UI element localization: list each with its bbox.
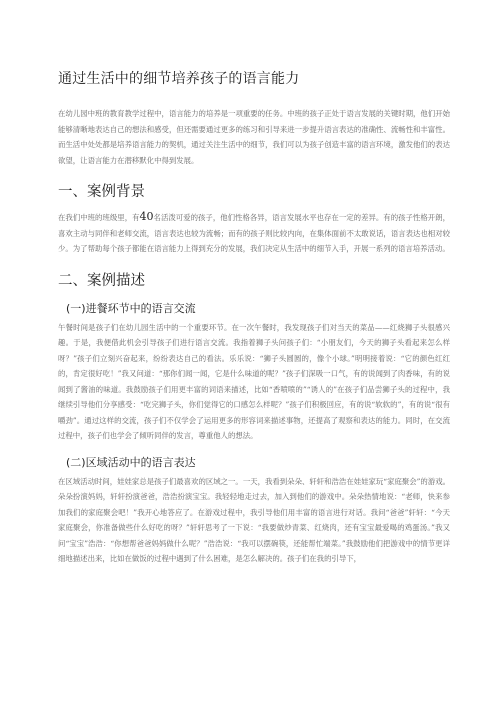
subheading-area-activity: (二)区域活动中的语言表达: [66, 455, 196, 469]
document-title: 通过生活中的细节培养孩子的语言能力: [58, 71, 300, 87]
section-heading-background: 一、案例背景: [58, 184, 145, 200]
area-activity-paragraph: 在区域活动时间，娃娃家总是孩子们最喜欢的区域之一。一天，我看到朵朵、轩轩和浩浩在娃娃家玩“家庭聚会”的游戏。朵朵扮演妈妈，轩轩扮演爸爸，浩浩扮演宝宝。我轻轻地走过去，加入到他们的游戏中。朵朵热情地说：“老师，快来参加我们的家庭聚会吧！”我开心地答应了。在游戏过程中，我引导他们用丰富的语言进行对话。我问“爸爸”轩轩：“今天家庭聚会，你准备做些什么好吃的呀？”轩轩思考了一下说：“我要做炒青菜、红烧肉，还有宝宝最爱喝的鸡蛋汤。”我又问“宝宝”浩浩：“你想帮爸爸妈妈做什么呢？”浩浩说：“我可以摆碗筷，还能帮忙端菜。”我鼓励他们把游戏中的情节更详细地描述出来，比如在做饭的过程中遇到了什么困难，是怎么解决的。孩子们在我的引导下，: [58, 476, 450, 563]
intro-paragraph: 在幼儿园中班的教育教学过程中，语言能力的培养是一项重要的任务。中班的孩子正处于语言发展的关键时期，他们开始能够清晰地表达自己的想法和感受，但还需要通过更多的练习和引导来进一步提升语言表达的准确性、流畅性和丰富性。而生活中处处都是培养语言能力的契机，通过关注生活中的细节，我们可以为孩子创造丰富的语言环境，激发他们的表达欲望，让语言能力在潜移默化中得到发展。: [58, 109, 450, 165]
subheading-mealtime: (一)进餐环节中的语言交流: [66, 301, 196, 315]
document-body: [58, 68, 450, 577]
mealtime-paragraph: 午餐时间是孩子们在幼儿园生活中的一个重要环节。在一次午餐时，我发现孩子们对当天的菜品——红烧狮子头很感兴趣。于是，我便借此机会引导孩子们进行语言交流。我指着狮子头问孩子们：“小朋友们，今天的狮子头看起来怎么样呀？”孩子们立刻兴奋起来，纷纷表达自己的看法。乐乐说：“狮子头圆圆的，像个小球。”明明接着说：“它的颜色红红的，肯定很好吃！”我又问道：“那你们闻一闻，它是什么味道的呢？”孩子们深吸一口气，有的说闻到了肉香味，有的说闻到了酱油的味道。我鼓励孩子们用更丰富的词语来描述，比如“香喷喷的”“诱人的”在孩子们品尝狮子头的过程中，我继续引导他们分享感受：“吃完狮子头，你们觉得它的口感怎么样呢？”孩子们积极回应，有的说“软软的”，有的说“很有嚼劲”。通过这样的交流，孩子们不仅学会了运用更多的形容词来描述事物，还提高了观察和表达的能力。同时，在交流过程中，孩子们也学会了倾听同伴的发言，尊重他人的想法。: [58, 322, 450, 440]
section-heading-description: 二、案例描述: [58, 272, 145, 289]
class-size-number: 40: [139, 210, 154, 223]
background-text-rest: 名活泼可爱的孩子，他们性格各异，语言发展水平也存在一定的差异。有的孩子性格开朗，喜欢主动与同伴和老师交流，语言表达也较为流畅；而有的孩子则比较内向，在集体面前不太敢说话，语言表达也相对较少。为了帮助每个孩子都能在语言能力上得到充分的发展，我们决定从生活中的细节入手，开展一系列的语言培养活动。: [58, 213, 450, 253]
background-text-start: 在我们中班的班级里，有: [58, 213, 140, 222]
background-paragraph: [58, 209, 450, 257]
